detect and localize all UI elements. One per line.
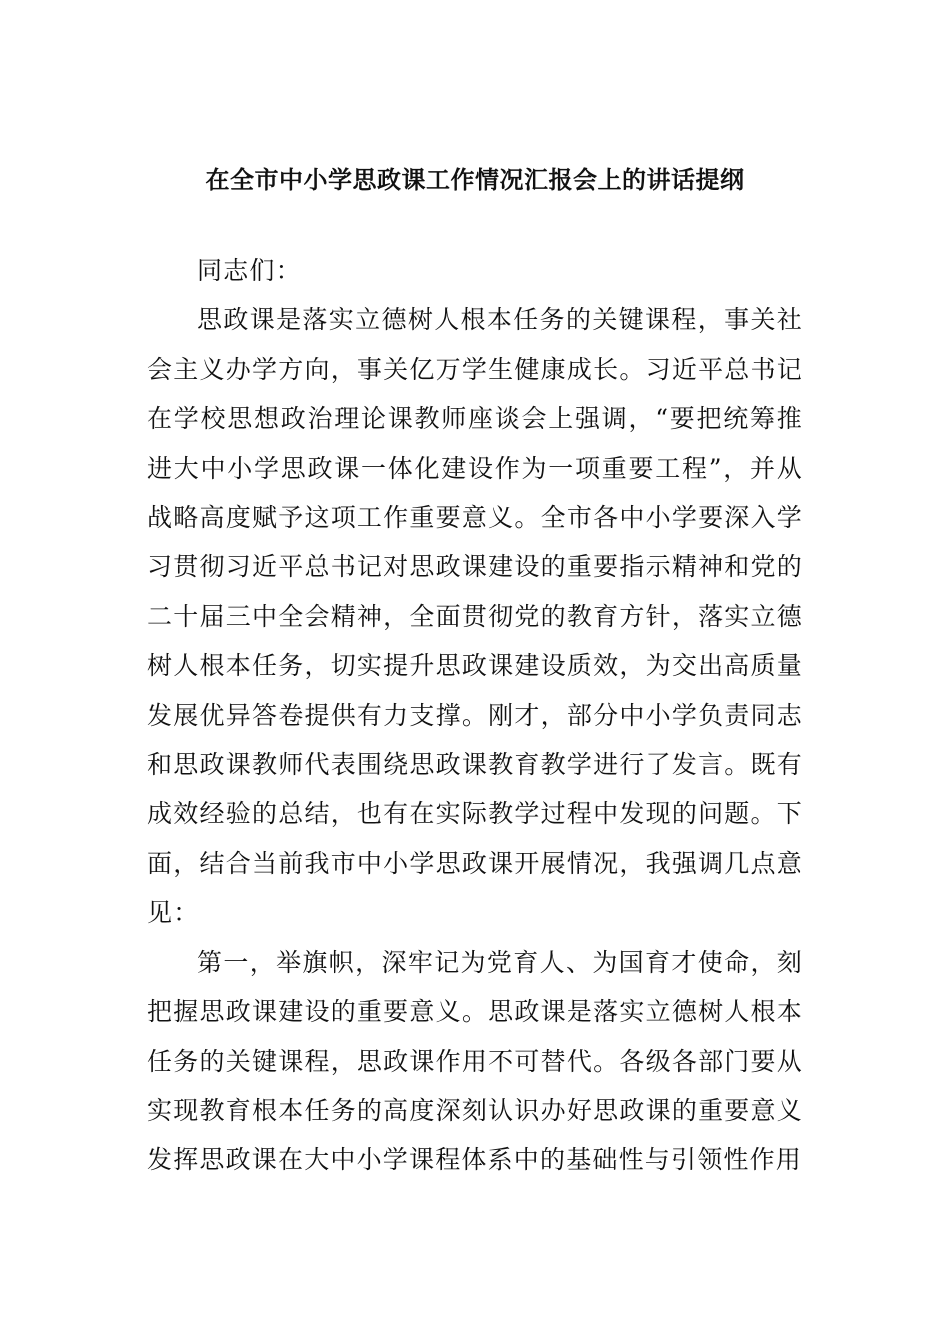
document-title: 在全市中小学思政课工作情况汇报会上的讲话提纲 xyxy=(205,166,745,194)
body-paragraph: 第一，举旗帜，深牢记为党育人、为国育才使命，刻把握思政课建设的重要意义。思政课是落实立德树人根本任务的关键课程，思政课作用不可替代。各级各部门要从实现教育根本任务的高度深刻认识办好思政课的重要意义发挥思政课在大中小学课程体系中的基础性与引领性作用 xyxy=(147,947,803,1175)
greeting-paragraph: 同志们： xyxy=(197,256,302,285)
document-body xyxy=(147,246,803,1185)
body-paragraph: 思政课是落实立德树人根本任务的关键课程，事关社会主义办学方向，事关亿万学生健康成长。习近平总书记在学校思想政治理论课教师座谈会上强调，“要把统筹推进大中小学思政课一体化建设作为一项重要工程”，并从战略高度赋予这项工作重要意义。全市各中小学要深入学习贯彻习近平总书记对思政课建设的重要指示精神和党的二十届三中全会精神，全面贯彻党的教育方针，落实立德树人根本任务，切实提升思政课建设质效，为交出高质量发展优异答卷提供有力支撑。刚才，部分中小学负责同志和思政课教师代表围绕思政课教育教学进行了发言。既有成效经验的总结，也有在实际教学过程中发现的问题。下面，结合当前我市中小学思政课开展情况，我强调几点意见： xyxy=(147,305,803,928)
